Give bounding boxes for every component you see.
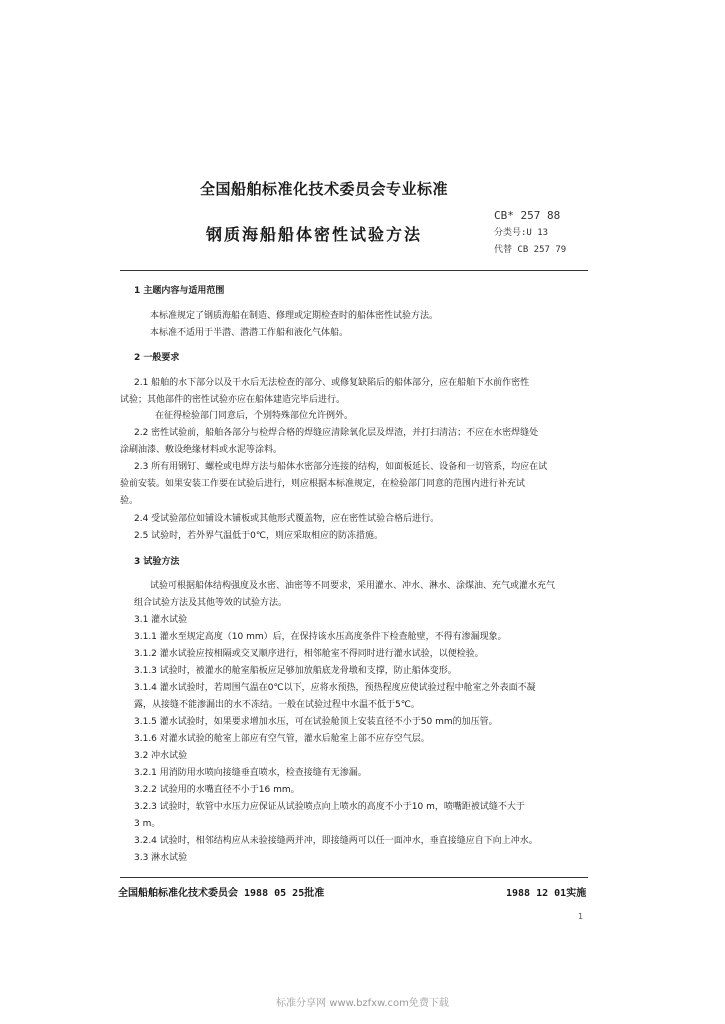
body-line: 3.1.4 灌水试验时，若周围气温在0℃以下，应将水预热，预热程度应使试验过程中舱室之外表面不凝	[134, 683, 536, 693]
body-line: 3.1.5 灌水试验时，如果要求增加水压，可在试验舱顶上安装直径不小于50 mm的加压管。	[134, 717, 498, 727]
body-line: 3.2.3 试验时，软管中水压力应保证从试验喷点向上喷水的高度不小于10 m，喷嘴距被试缝不大于	[134, 802, 525, 812]
section-heading: 3 试验方法	[134, 557, 180, 567]
body-line: 2.2 密性试验前，船舶各部分与检焊合格的焊缝应清除氧化层及焊渣，并打扫清洁；不应在水密焊缝处	[134, 428, 539, 438]
subsection-heading: 3.2 冲水试验	[134, 751, 188, 761]
replaces-standard: 代替 CB 257 79	[494, 245, 567, 255]
approval-date: 全国船舶标准化技术委员会 1988 05 25批准	[118, 888, 325, 899]
site-watermark: 标准分享网 www.bzfxw.com免费下载	[276, 998, 449, 1009]
body-line: 3.2.2 试验用的水嘴直径不小于16 mm。	[134, 785, 300, 795]
section-heading: 1 主题内容与适用范围	[134, 286, 225, 296]
section-heading: 2 一般要求	[134, 353, 180, 363]
subsection-heading: 3.3 淋水试验	[134, 853, 188, 863]
document-title: 钢质海船船体密性试验方法	[206, 225, 423, 244]
footer-divider	[120, 877, 588, 878]
body-line: 本标准规定了钢质海船在制造、修理或定期检查时的船体密性试验方法。	[150, 311, 439, 321]
body-line: 本标准不适用于半潜、潜潜工作船和液化气体船。	[150, 328, 349, 338]
body-line: 3.1.2 灌水试验应按相隔或交叉顺序进行，相邻舱室不得同时进行灌水试验，以便检验。	[134, 649, 484, 659]
header-divider	[120, 270, 588, 271]
body-line: 试验可根据船体结构强度及水密、油密等不同要求，采用灌水、冲水、淋水、涂煤油、充气或灌水充气	[150, 581, 556, 591]
body-line: 2.4 受试验部位如铺设木铺板或其他形式覆盖物，应在密性试验合格后进行。	[134, 514, 440, 524]
committee-heading: 全国船舶标准化技术委员会专业标准	[200, 180, 449, 198]
body-line: 3.2.4 试验时，相邻结构应从未验接缝两并冲，即接缝两可以任一面冲水，垂直接缝应自下向上冲水。	[134, 836, 538, 846]
body-line: 3.1.3 试验时，被灌水的舱室船板应足够加放船底龙骨墩和支撑，防止船体变形。	[134, 666, 457, 676]
body-line: 在征得检验部门同意后，个别特殊部位允许例外。	[155, 411, 354, 421]
effective-date: 1988 12 01实施	[506, 888, 587, 899]
body-line: 2.3 所有用钢钉、螺栓或电焊方法与船体水密部分连接的结构，如面板延长、设备和一切管系，均应在试	[134, 462, 548, 472]
body-line: 组合试验方法及其他等效的试验方法。	[134, 598, 288, 608]
body-line: 3.1.1 灌水至规定高度（10 mm）后，在保持该水压高度条件下检查舱壁，不得有渗漏现象。	[134, 632, 507, 642]
page-mark: 1	[578, 912, 584, 921]
body-line: 3 m。	[134, 819, 161, 829]
body-line: 验前安装。如果安装工作要在试验后进行，则应根据本标准规定，在检验部门同意的范围内进行补充试	[120, 479, 526, 489]
body-line: 涂刷油漆、敷设绝缘材料或水泥等涂料。	[120, 445, 283, 455]
standard-number: CB* 257 88	[494, 209, 561, 222]
subsection-heading: 3.1 灌水试验	[134, 615, 188, 625]
body-line: 露，从接缝不能渗漏出的水不冻结。一般在试验过程中水温不低于5℃。	[134, 700, 420, 710]
body-line: 试验；其他部件的密性试验亦应在船体建造完毕后进行。	[120, 395, 346, 405]
body-line: 验。	[120, 496, 139, 506]
body-line: 3.2.1 用消防用水喷向接缝垂直喷水，检查接缝有无渗漏。	[134, 768, 367, 778]
body-line: 3.1.6 对灌水试验的舱室上部应有空气管，灌水后舱室上部不应存空气层。	[134, 734, 430, 744]
body-line: 2.1 船舶的水下部分以及干水后无法检查的部分、或修复缺陷后的船体部分，应在船舶下水前作密性	[134, 378, 530, 388]
body-line: 2.5 试验时，若外界气温低于0℃，则应采取相应的防冻措施。	[134, 531, 384, 541]
classification-number: 分类号:U 13	[494, 228, 549, 238]
